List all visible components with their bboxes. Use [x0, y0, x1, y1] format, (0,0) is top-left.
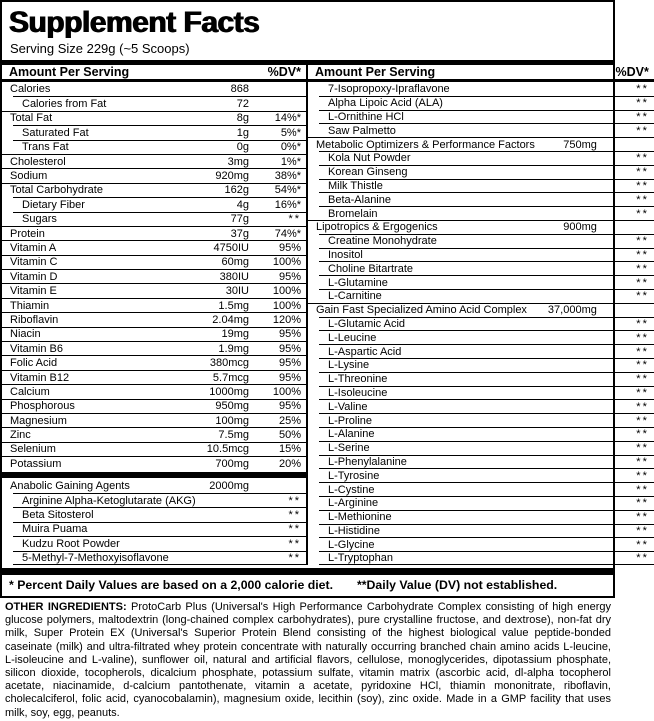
nutrient-row [319, 386, 654, 400]
nutrient-row [2, 399, 306, 413]
nutrient-row [319, 358, 654, 372]
nutrient-name: Riboflavin [10, 313, 59, 326]
nutrient-amount: 900mg [563, 221, 597, 234]
nutrient-row [319, 537, 654, 551]
nutrient-amount: 1000mg [209, 385, 249, 398]
column-header-right [308, 65, 654, 82]
nutrient-row [319, 317, 654, 331]
nutrient-row [319, 96, 654, 110]
page-title: Supplement Facts [9, 6, 260, 39]
nutrient-name: Milk Thistle [328, 179, 383, 192]
nutrient-name: Thiamin [10, 299, 50, 312]
nutrient-row [319, 234, 654, 248]
nutrient-name: Saturated Fat [22, 126, 89, 139]
nutrient-amount: 60mg [221, 256, 249, 269]
nutrient-name: Vitamin D [10, 270, 58, 283]
nutrient-name: Vitamin E [10, 285, 57, 298]
nutrient-dv: 100% [272, 299, 301, 312]
nutrient-row [2, 226, 306, 240]
nutrient-dv: ** [636, 97, 649, 110]
nutrient-name: Calories [10, 83, 51, 96]
nutrient-row [2, 312, 306, 326]
nutrient-row [2, 355, 306, 369]
nutrient-row [319, 427, 654, 441]
nutrient-dv: ** [636, 469, 649, 482]
nutrient-name: Calcium [10, 385, 50, 398]
nutrient-dv: ** [636, 110, 649, 123]
nutrient-row [2, 255, 306, 269]
nutrient-dv: 95% [278, 400, 301, 413]
nutrient-row [319, 510, 654, 524]
nutrient-dv: 14%* [274, 112, 301, 125]
nutrient-name: Vitamin A [10, 241, 57, 254]
nutrient-name: L-Ornithine HCl [328, 110, 404, 123]
nutrient-row [13, 522, 306, 536]
nutrient-amount: 7.5mg [218, 429, 249, 442]
nutrient-name: Inositol [328, 248, 363, 261]
nutrient-amount: 19mg [221, 328, 249, 341]
nutrient-name: L-Valine [328, 400, 368, 413]
nutrient-name: L-Aspartic Acid [328, 345, 402, 358]
nutrient-name: Phosphorous [10, 400, 75, 413]
nutrient-row [319, 372, 654, 386]
nutrient-amount: 8g [236, 112, 249, 125]
nutrient-row [319, 441, 654, 455]
nutrient-name: Calories from Fat [22, 98, 107, 111]
nutrient-amount: 37g [230, 227, 249, 240]
nutrient-row [2, 240, 306, 254]
nutrient-name: L-Tyrosine [328, 469, 380, 482]
nutrient-row [319, 192, 654, 206]
nutrient-name: Arginine Alpha-Ketoglutarate (AKG) [22, 494, 196, 507]
nutrient-row [2, 283, 306, 297]
nutrient-row [2, 456, 306, 470]
nutrient-name: Anabolic Gaining Agents [10, 479, 130, 492]
nutrient-amount: 950mg [215, 400, 249, 413]
nutrient-name: Metabolic Optimizers & Performance Factors [316, 138, 535, 151]
nutrient-row [319, 496, 654, 510]
nutrient-amount: 1.9mg [218, 342, 249, 355]
nutrient-name: Gain Fast Specialized Amino Acid Complex [316, 304, 527, 317]
nutrient-row [13, 507, 306, 521]
nutrient-name: L-Glycine [328, 538, 375, 551]
other-ingredients-paragraph [0, 598, 615, 720]
nutrient-amount: 100mg [215, 414, 249, 427]
nutrient-name: Vitamin B12 [10, 371, 70, 384]
nutrient-dv: ** [636, 207, 649, 220]
nutrient-row [13, 125, 306, 139]
nutrient-row [2, 154, 306, 168]
nutrient-dv: ** [288, 537, 301, 550]
nutrient-row [13, 140, 306, 154]
nutrient-row [2, 168, 306, 182]
nutrient-row [319, 206, 654, 220]
footnote-daily-values: * Percent Daily Values are based on a 2,000 calorie diet. [9, 577, 333, 592]
nutrient-dv: 95% [278, 270, 301, 283]
nutrient-name: Beta Sitosterol [22, 509, 94, 522]
nutrient-amount: 162g [224, 184, 249, 197]
nutrient-amount: 868 [230, 83, 249, 96]
section-header-row [2, 479, 306, 493]
nutrient-name: Sodium [10, 170, 48, 183]
nutrient-dv: ** [288, 523, 301, 536]
nutrient-dv: ** [288, 509, 301, 522]
nutrient-row [319, 179, 654, 193]
nutrient-dv: ** [636, 235, 649, 248]
nutrient-dv: 38%* [274, 170, 301, 183]
nutrient-row [2, 442, 306, 456]
nutrient-name: Choline Bitartrate [328, 262, 413, 275]
nutrient-amount: 10.5mcg [206, 443, 249, 456]
nutrient-dv: ** [636, 414, 649, 427]
nutrient-row [319, 248, 654, 262]
nutrient-name: L-Glutamine [328, 276, 388, 289]
nutrient-name: Vitamin B6 [10, 342, 63, 355]
section-header-row [308, 137, 654, 151]
other-ingredients-heading: OTHER INGREDIENTS: [5, 600, 127, 613]
nutrient-name: L-Histidine [328, 524, 380, 537]
nutrient-name: L-Phenylalanine [328, 455, 407, 468]
nutrient-row [319, 468, 654, 482]
amount-per-serving-header: Amount Per Serving [9, 65, 130, 79]
nutrient-amount: 380IU [219, 270, 249, 283]
nutrient-amount: 4750IU [213, 241, 249, 254]
nutrient-dv: ** [636, 276, 649, 289]
dv-header: %DV* [615, 65, 649, 79]
nutrient-row [2, 384, 306, 398]
nutrient-amount: 700mg [215, 457, 249, 470]
nutrient-name: L-Carnitine [328, 290, 382, 303]
nutrient-dv: ** [636, 193, 649, 206]
nutrient-row [319, 524, 654, 538]
nutrient-amount: 5.7mcg [212, 371, 249, 384]
nutrient-name: Selenium [10, 443, 56, 456]
nutrient-row [2, 370, 306, 384]
nutrient-dv: 95% [278, 371, 301, 384]
nutrient-name: Potassium [10, 457, 62, 470]
nutrient-name: Kola Nut Powder [328, 152, 411, 165]
nutrient-dv: ** [636, 511, 649, 524]
nutrient-dv: ** [636, 179, 649, 192]
nutrient-dv: ** [636, 124, 649, 137]
column-header-left [2, 65, 306, 82]
nutrient-amount: 30IU [225, 285, 249, 298]
nutrient-row [319, 344, 654, 358]
nutrient-dv: 100% [272, 385, 301, 398]
nutrient-dv: 100% [272, 285, 301, 298]
nutrient-row [319, 165, 654, 179]
nutrient-name: Cholesterol [10, 155, 66, 168]
nutrient-name: 7-Isopropoxy-Ipraflavone [328, 82, 450, 95]
footnote [2, 575, 613, 596]
nutrient-name: Alpha Lipoic Acid (ALA) [328, 97, 443, 110]
nutrient-row [319, 330, 654, 344]
nutrient-dv: 5%* [280, 126, 301, 139]
nutrient-dv: ** [636, 538, 649, 551]
nutrient-dv: ** [636, 428, 649, 441]
nutrient-amount: 77g [230, 213, 249, 226]
nutrient-name: L-Leucine [328, 331, 377, 344]
nutrient-row [2, 82, 306, 96]
nutrient-name: Beta-Alanine [328, 193, 391, 206]
facts-column-right [308, 65, 654, 565]
nutrient-amount: 4g [236, 198, 249, 211]
nutrient-row [319, 110, 654, 124]
nutrient-name: 5-Methyl-7-Methoxyisoflavone [22, 551, 169, 564]
nutrient-row [13, 197, 306, 211]
nutrient-row [319, 151, 654, 165]
nutrient-row [13, 551, 306, 565]
nutrient-name: Niacin [10, 328, 41, 341]
nutrient-dv: ** [636, 483, 649, 496]
nutrient-row [2, 111, 306, 125]
nutrient-dv: ** [636, 82, 649, 95]
nutrient-dv: ** [636, 386, 649, 399]
nutrient-name: Total Fat [10, 112, 53, 125]
nutrient-name: Sugars [22, 213, 57, 226]
nutrient-name: L-Methionine [328, 511, 392, 524]
nutrient-name: L-Proline [328, 414, 373, 427]
nutrient-dv: 15% [278, 443, 301, 456]
footnote-dv-not-established: **Daily Value (DV) not established. [356, 577, 558, 592]
nutrient-row [13, 493, 306, 507]
nutrient-amount: 920mg [215, 170, 249, 183]
facts-column-left [2, 65, 308, 565]
nutrient-dv: ** [636, 152, 649, 165]
nutrient-row [2, 427, 306, 441]
nutrient-dv: 100% [272, 256, 301, 269]
nutrient-dv: ** [636, 455, 649, 468]
nutrient-name: Protein [10, 227, 45, 240]
section-header-row [308, 303, 654, 317]
nutrient-name: Muira Puama [22, 523, 88, 536]
nutrient-dv: ** [636, 373, 649, 386]
nutrient-dv: ** [636, 359, 649, 372]
nutrient-name: Total Carbohydrate [10, 184, 103, 197]
nutrient-name: Trans Fat [22, 141, 69, 154]
nutrient-dv: 0%* [280, 141, 301, 154]
nutrient-dv: ** [636, 345, 649, 358]
nutrient-amount: 2.04mg [212, 313, 249, 326]
nutrient-row [319, 275, 654, 289]
nutrient-dv: 120% [272, 313, 301, 326]
other-ingredients-text: ProtoCarb Plus (Universal's High Performance Carbohydrate Complex consisting of high energy glucose polymers, maltodextrin (long-chained complex carbohydrates), pure crystalline fructose, and dextrose), non-fat dry milk, Super Protein EX (Universal's Superior Protein Blend consisting of the highest biological value peptide-bonded caseinate (milk) and ultra-filtrated whey protein concentrate with naturally occurring branched chain amino acids L-leucine, L-isoleucine and L-valine), sunflower oil, natural and artificial flavors, cellulose, monoglycerides, dipotassium phosphate, silicon dioxide, tocopherols, dicalcium phosphate, potassium sulfate, vitamin matrix (ascorbic acid, dl-alpha tocopherol acetate, niacinamide, d-calcium pantothenate, vitamin a acetate, pyridoxine HCl, thiamin mononitrate, riboflavin, cholecalciferol, folic acid, cyanocobalamin), magnesium oxide, lecithin (soy), zinc oxide. Made in a GMP facility that uses milk, soy, egg, peanuts. [5, 600, 611, 719]
nutrient-dv: ** [636, 331, 649, 344]
nutrient-row [319, 123, 654, 137]
nutrient-row [2, 269, 306, 283]
serving-size-text: Serving Size 229g (~5 Scoops) [10, 41, 190, 56]
nutrient-dv: 16%* [274, 198, 301, 211]
nutrient-row [13, 536, 306, 550]
nutrient-name: Korean Ginseng [328, 166, 408, 179]
nutrient-dv: ** [288, 494, 301, 507]
nutrient-amount: 380mcg [209, 357, 249, 370]
nutrient-amount: 1g [236, 126, 249, 139]
nutrient-dv: 50% [278, 429, 301, 442]
nutrient-name: Dietary Fiber [22, 198, 85, 211]
nutrient-row [2, 341, 306, 355]
nutrient-name: Creatine Monohydrate [328, 235, 437, 248]
nutrient-row [319, 82, 654, 96]
nutrient-row [13, 212, 306, 226]
nutrient-amount: 1.5mg [218, 299, 249, 312]
nutrient-dv: ** [288, 213, 301, 226]
nutrient-name: L-Lysine [328, 359, 370, 372]
dv-header: %DV* [267, 65, 301, 79]
nutrient-name: L-Serine [328, 442, 370, 455]
nutrient-row [319, 289, 654, 303]
nutrient-dv: ** [636, 552, 649, 564]
rows-right [308, 82, 654, 565]
nutrient-dv: 95% [278, 241, 301, 254]
nutrient-dv: 1%* [280, 155, 301, 168]
nutrient-name: L-Alanine [328, 428, 375, 441]
nutrient-row [319, 551, 654, 565]
nutrient-name: L-Cystine [328, 483, 375, 496]
nutrient-name: Kudzu Root Powder [22, 537, 120, 550]
nutrient-dv: 54%* [274, 184, 301, 197]
nutrient-row [319, 399, 654, 413]
nutrient-name: Saw Palmetto [328, 124, 396, 137]
nutrient-dv: 95% [278, 357, 301, 370]
nutrient-amount: 0g [236, 141, 249, 154]
nutrient-name: Zinc [10, 429, 31, 442]
nutrient-dv: ** [636, 524, 649, 537]
nutrient-dv: ** [288, 551, 301, 564]
nutrient-dv: ** [636, 290, 649, 303]
nutrient-row [319, 413, 654, 427]
nutrient-amount: 3mg [227, 155, 249, 168]
nutrient-name: L-Tryptophan [328, 552, 394, 564]
nutrient-row [2, 183, 306, 197]
nutrient-dv: 95% [278, 328, 301, 341]
nutrient-row [2, 413, 306, 427]
nutrient-amount: 37,000mg [547, 304, 597, 317]
nutrient-row [2, 298, 306, 312]
nutrient-name: L-Arginine [328, 497, 379, 510]
nutrient-row [13, 96, 306, 110]
rows-left [2, 82, 306, 565]
nutrient-dv: 20% [278, 457, 301, 470]
nutrient-name: Bromelain [328, 207, 378, 220]
nutrient-dv: 74%* [274, 227, 301, 240]
nutrient-amount: 2000mg [209, 479, 249, 492]
nutrient-name: Magnesium [10, 414, 67, 427]
footer-divider-bar [2, 568, 613, 575]
nutrient-amount: 72 [236, 98, 249, 111]
nutrient-name: L-Glutamic Acid [328, 317, 406, 330]
nutrient-row [319, 482, 654, 496]
nutrient-dv: ** [636, 442, 649, 455]
nutrient-dv: ** [636, 248, 649, 261]
section-header-row [308, 220, 654, 234]
nutrient-name: L-Isoleucine [328, 386, 388, 399]
nutrient-name: L-Threonine [328, 373, 388, 386]
nutrient-amount: 750mg [563, 138, 597, 151]
nutrient-dv: 95% [278, 342, 301, 355]
amount-per-serving-header: Amount Per Serving [315, 65, 436, 79]
nutrient-dv: ** [636, 317, 649, 330]
nutrient-row [319, 261, 654, 275]
nutrient-dv: ** [636, 400, 649, 413]
nutrient-row [2, 327, 306, 341]
nutrient-dv: ** [636, 166, 649, 179]
nutrient-dv: ** [636, 497, 649, 510]
facts-columns [2, 65, 649, 565]
nutrient-name: Vitamin C [10, 256, 58, 269]
nutrient-dv: 25% [278, 414, 301, 427]
nutrient-name: Folic Acid [10, 357, 58, 370]
nutrient-name: Lipotropics & Ergogenics [316, 221, 438, 234]
section-divider-bar [2, 472, 306, 478]
nutrient-row [319, 455, 654, 469]
nutrient-dv: ** [636, 262, 649, 275]
